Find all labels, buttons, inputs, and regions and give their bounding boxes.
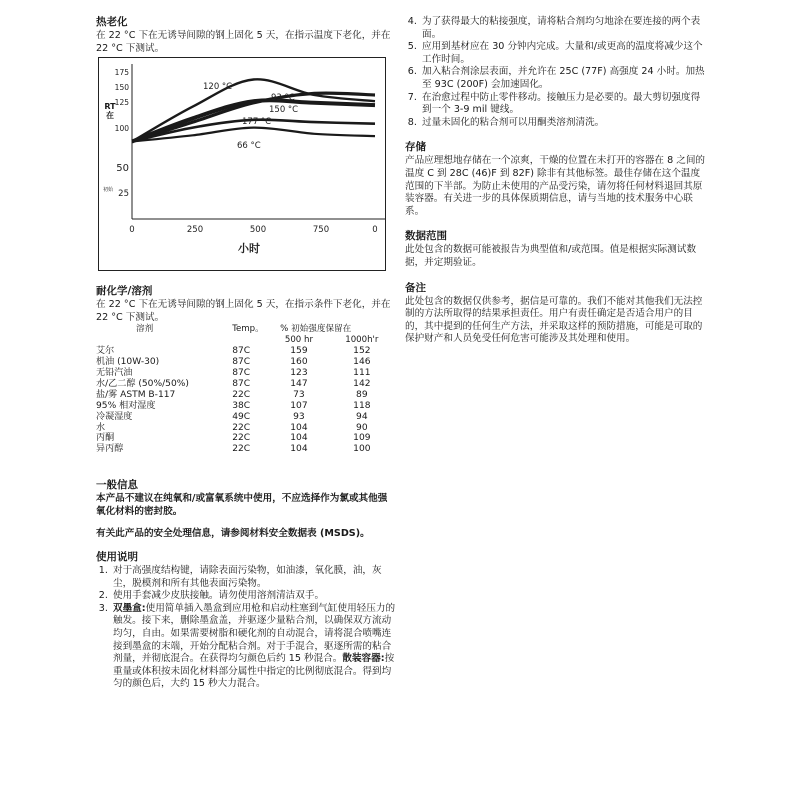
- general-title: 一般信息: [96, 479, 138, 492]
- solvent-cell: 异丙醇: [96, 444, 124, 455]
- double-cartridge-text: 使用简单插入墨盒到应用枪和启动柱塞到气缸使用轻压力的触发。接下来，删除墨盒盖，并驱逐少量粘合剂，以确保双方流动均匀，自由。如果需要树脂和硬化剂的自动混合，请将混合喷嘴连接到墨盒的末端，开始分配粘合剂。对于手混合，驱逐所需的粘合剂量，并彻底混合。在获得均匀颜色后约 15 秒混合。: [113, 602, 396, 665]
- chemical-title: 耐化学/溶剂: [96, 285, 153, 298]
- table-row: [96, 357, 396, 368]
- curve-label-177: 177 °C: [242, 117, 272, 128]
- y-tick-label: 50: [116, 163, 129, 175]
- instructions-title: 使用说明: [96, 551, 138, 564]
- chart-y-unit-label: 初始: [103, 187, 114, 194]
- temp-cell: 87C: [232, 368, 251, 378]
- notes-title: 备注: [405, 281, 426, 294]
- y-tick-label: 175: [114, 68, 129, 78]
- x-tick-label: 750: [312, 225, 330, 236]
- table-row: [96, 423, 396, 434]
- value-500hr-cell: 104: [290, 444, 308, 455]
- msds-notice: 有关此产品的安全处理信息，请参阅材料安全数据表 (MSDS)。: [96, 528, 370, 540]
- table-subheader-row: [96, 335, 396, 346]
- curve-label-93: 93 °C: [271, 93, 295, 104]
- x-tick-label: 500: [249, 225, 267, 236]
- instructions-list-cont: [405, 16, 705, 129]
- curve-label-66: 66 °C: [237, 141, 261, 152]
- list-item: 6. 加入粘合剂涂层表面，并允许在 25C (77F) 高强度 24 小时。加热至 93C (200F) 会加速固化。: [420, 66, 705, 91]
- solvent-cell: 水: [96, 422, 106, 433]
- value-1000hr-cell: 142: [353, 378, 371, 389]
- value-500hr-cell: 123: [290, 368, 308, 378]
- solvent-cell: 无铅汽油: [96, 368, 133, 378]
- table-row: [96, 401, 396, 412]
- x-tick-label: 250: [186, 225, 204, 236]
- temp-cell: 49C: [232, 411, 251, 422]
- solvent-cell: 95% 相对湿度: [96, 400, 156, 411]
- table-row: [96, 346, 396, 357]
- table-row: [96, 390, 396, 401]
- curve-label-150: 150 °C: [269, 105, 299, 116]
- chemical-table: [96, 324, 396, 455]
- temp-cell: 87C: [232, 346, 251, 357]
- y-tick-label: 150: [114, 83, 129, 93]
- value-1000hr-cell: 90: [356, 422, 368, 433]
- temp-cell: 22C: [232, 433, 251, 444]
- x-axis-title: 小时: [238, 242, 260, 256]
- solvent-cell: 机油 (10W-30): [96, 357, 160, 368]
- value-1000hr-cell: 109: [353, 433, 371, 444]
- heat-aging-desc: 在 22 °C 下在无诱导间隙的钢上固化 5 天，在指示温度下老化，并在 22 °C 下测试。: [96, 30, 391, 54]
- table-row: [96, 412, 396, 423]
- data-range-title: 数据范围: [405, 230, 447, 243]
- instructions-list: [96, 565, 396, 691]
- temp-cell: 22C: [232, 389, 251, 400]
- solvent-cell: 水/乙二醇 (50%/50%): [96, 378, 189, 389]
- solvent-cell: 丙酮: [96, 433, 115, 444]
- notes-text: 此处包含的数据仅供参考，据信是可靠的。我们不能对其他我们无法控制的方法所取得的结果承担责任。用户有责任确定是否适合用户的目的，其中提到的任何生产方法，并采取这样的预防措施，可能是可取的保护财产和人员免受任何危害可能涉及其处理和使用。: [405, 295, 703, 345]
- right-column: [405, 16, 705, 346]
- heat-aging-title: 热老化: [96, 16, 128, 28]
- list-item: 1. 对于高强度结构键，请除表面污染物，如油漆，氧化膜，油，灰尘，脱模剂和所有其他表面污染物。: [111, 565, 396, 590]
- value-1000hr-cell: 94: [356, 411, 368, 422]
- temp-cell: 22C: [232, 444, 251, 455]
- temp-cell: 22C: [232, 422, 251, 433]
- data-range-text: 此处包含的数据可能被报告为典型值和/或范围。值是根据实际测试数据，并定期验证。: [405, 244, 697, 268]
- storage-title: 存储: [405, 141, 426, 154]
- header-retained: % 初始强度保留在: [280, 324, 352, 335]
- header-500hr: 500 hr: [284, 335, 313, 346]
- list-item: [111, 603, 396, 691]
- general-warning: 本产品不建议在纯氧和/或富氧系统中使用，不应选择作为氯或其他强氧化材料的密封胶。: [96, 493, 388, 517]
- value-1000hr-cell: 89: [356, 389, 368, 400]
- curve-label-120: 120 °C: [203, 82, 233, 93]
- value-1000hr-cell: 100: [353, 444, 371, 455]
- chemical-desc: 在 22 °C 下在无诱导间隙的钢上固化 5 天，在指示条件下老化，并在 22 °C 下测试。: [96, 299, 391, 323]
- chart-y-label: RT 在: [104, 102, 116, 121]
- temp-cell: 87C: [232, 357, 251, 368]
- solvent-cell: 艾尔: [96, 346, 115, 357]
- storage-text: 产品应理想地存储在一个凉爽，干燥的位置在未打开的容器在 8 之间的温度 C 到 28C (46)F 到 82F) 除非有其他标签。最佳存储在这个温度范围的下半部。为防止未使用的产品受污染，请勿将任何材料退回其原装容器。有关进一步的具体保质期信息，请与当地的技术服务中心联系。: [405, 155, 706, 217]
- value-500hr-cell: 159: [290, 346, 308, 357]
- header-temp: Temp。: [232, 324, 264, 335]
- value-1000hr-cell: 111: [353, 368, 371, 378]
- table-header-row: [96, 324, 396, 335]
- y-tick-label: 125: [114, 98, 129, 108]
- chart-curves: [132, 80, 375, 142]
- heat-aging-chart: [98, 57, 386, 271]
- list-item: 8. 过量未固化的粘合剂可以用酮类溶剂清洗。: [420, 117, 705, 130]
- bulk-container-text: 按重量或体积按未固化材料部分属性中指定的比例彻底混合。得到均匀的颜色后，大约 15 秒大力混合。: [113, 653, 395, 690]
- left-column: [96, 16, 396, 691]
- table-row: [96, 433, 396, 444]
- bulk-container-label: 散装容器:: [342, 653, 385, 665]
- list-item: 2. 使用手套减少皮肤接触。请勿使用溶剂清洁双手。: [111, 590, 396, 603]
- list-item: 5. 应用到基材应在 30 分钟内完成。大量和/或更高的温度将减少这个工作时间。: [420, 41, 705, 66]
- solvent-cell: 冷凝湿度: [96, 411, 133, 422]
- table-row: [96, 379, 396, 390]
- chart-svg: [99, 58, 385, 270]
- y-tick-label: 25: [118, 189, 129, 200]
- list-item: 7. 在治愈过程中防止零件移动。接触压力是必要的。最大剪切强度得到一个 3-9 mil 键线。: [420, 92, 705, 117]
- value-500hr-cell: 147: [290, 378, 308, 389]
- value-1000hr-cell: 146: [353, 357, 371, 368]
- y-tick-label: 100: [114, 124, 129, 134]
- table-row: [96, 444, 396, 455]
- value-500hr-cell: 160: [290, 357, 308, 368]
- value-1000hr-cell: 118: [353, 400, 371, 411]
- x-tick-label: 0: [129, 225, 135, 236]
- value-500hr-cell: 73: [293, 389, 305, 400]
- header-1000hr: 1000h'r: [345, 335, 379, 346]
- value-1000hr-cell: 152: [353, 346, 371, 357]
- solvent-cell: 盐/雾 ASTM B-117: [96, 389, 176, 400]
- chemical-table-body: [96, 346, 396, 455]
- table-row: [96, 368, 396, 379]
- temp-cell: 87C: [232, 378, 251, 389]
- value-500hr-cell: 104: [290, 422, 308, 433]
- x-tick-label: 0: [372, 225, 378, 236]
- temp-cell: 38C: [232, 400, 251, 411]
- list-item: 4. 为了获得最大的粘接强度，请将粘合剂均匀地涂在要连接的两个表面。: [420, 16, 705, 41]
- value-500hr-cell: 107: [290, 400, 308, 411]
- value-500hr-cell: 93: [293, 411, 305, 422]
- header-solvent: 溶剂: [136, 324, 154, 335]
- double-cartridge-label: 双墨盒:: [113, 602, 146, 614]
- value-500hr-cell: 104: [290, 433, 308, 444]
